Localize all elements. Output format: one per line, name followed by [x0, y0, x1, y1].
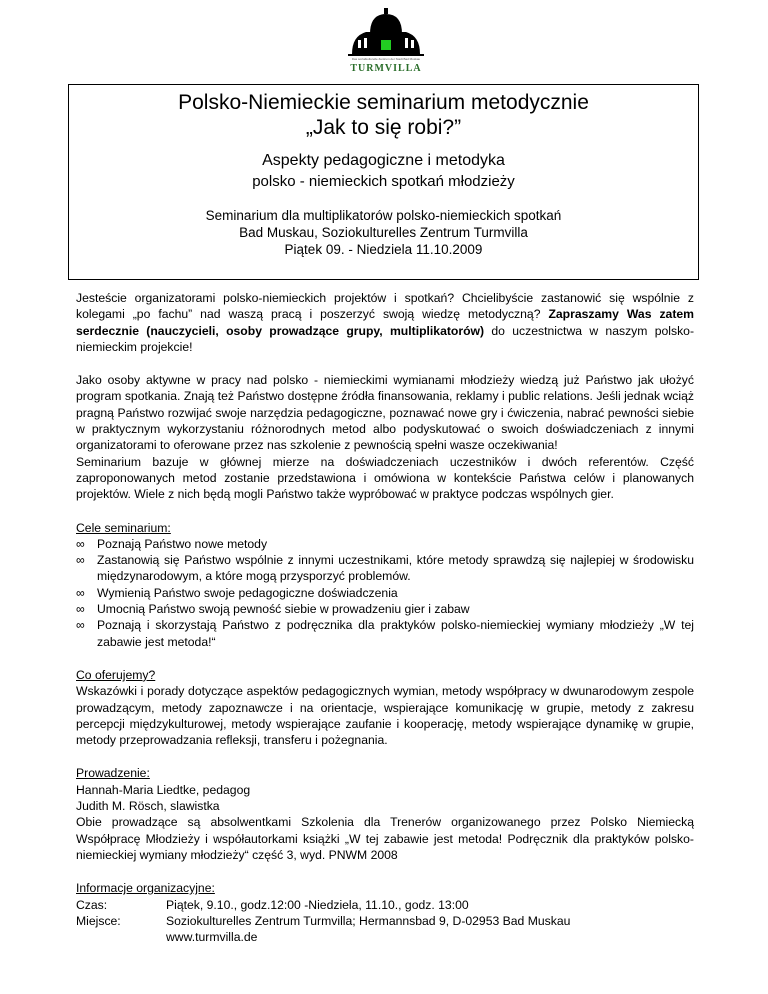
info-time-label: Czas: — [76, 897, 108, 912]
info-heading: Informacje organizacyjne: — [76, 881, 215, 896]
seminar-line-2: Bad Muskau, Soziokulturelles Zentrum Turmvilla — [239, 225, 528, 240]
info-time-row — [76, 897, 694, 913]
bullet-icon: ∞ — [76, 618, 85, 633]
logo-name: TURMVILLA — [350, 63, 422, 74]
turmvilla-building-icon — [344, 4, 428, 58]
leader-1: Hannah-Maria Liedtke, pedagog — [76, 782, 251, 797]
turmvilla-logo — [344, 4, 428, 76]
bullet-icon: ∞ — [76, 553, 85, 568]
bullet-icon: ∞ — [76, 602, 85, 617]
document-body — [76, 290, 694, 945]
goal-item: ∞ Poznają Państwo nowe metody — [76, 536, 268, 551]
page-title: Polsko-Niemieckie seminarium metodycznie — [178, 91, 589, 114]
intro-emphasis: Zapraszamy Was zatem serdecznie (nauczycieli, osoby prowadzące grupy, multiplikatorów) — [76, 307, 694, 338]
intro-text-before: Jesteście organizatorami polsko-niemieckich projektów i spotkań? Chcielibyście zastanowić się wspólnie z kolegami „po fachu” nad waszą pracą i poszerzyć swoją wiedzę metodyczną? — [76, 291, 694, 322]
header-box — [68, 84, 699, 280]
leaders-text: Obie prowadzące są absolwentkami Szkolenia dla Trenerów organizowanego przez Polsko Niemiecką Współpracę Młodzieży i współautorkami książki „W tej zabawie jest metoda! Podręcznik dla praktyków polsko-niemieckiej wymiany młodzieży“ część 3, wyd. PNWM 2008 — [76, 815, 694, 862]
logo-tagline: Das sozialkulturelle Zentrum der Stadt Bad Muskau — [351, 57, 421, 61]
offer-heading: Co oferujemy? — [76, 667, 156, 682]
leader-2: Judith M. Rösch, slawistka — [76, 799, 220, 814]
info-place-value: Soziokulturelles Zentrum Turmvilla; Hermannsbad 9, D-02953 Bad Muskau — [166, 913, 571, 928]
info-time-value: Piątek, 9.10., godz.12:00 -Niedziela, 11.10., godz. 13:00 — [166, 897, 469, 912]
seminar-dates: Piątek 09. - Niedziela 11.10.2009 — [284, 242, 483, 257]
goal-item: ∞ Umocnią Państwo swoją pewność siebie w prowadzeniu gier i zabaw — [76, 602, 470, 617]
goal-item: ∞ Zastanowią się Państwo wspólnie z innymi uczestnikami, które metody sprawdzą się najlepiej w środowisku międzynarodowym, a które mogą przysporzyć problemów. — [76, 553, 694, 584]
intro-text-after: do uczestnictwa w naszym polsko-niemieckim projekcie! — [76, 323, 694, 354]
bullet-icon: ∞ — [76, 536, 85, 551]
info-place-row — [76, 913, 694, 929]
offer-text: Wskazówki i porady dotyczące aspektów pedagogicznych wymian, metody współpracy w dwunarodowym zespole prowadzącym, metody zapoznawcze i na orientacje, wspierające komunikację w grupie, metody z zakresu percepcji międzykulturowej, metody wspierające zaufanie i kooperację, metody wspierające dynamikę w grupie, metody przeprowadzania refleksji, transferu i pożegnania. — [76, 684, 694, 748]
leaders-heading: Prowadzenie: — [76, 766, 150, 781]
goals-list — [76, 536, 694, 650]
goal-item: ∞ Wymienią Państwo swoje pedagogiczne doświadczenia — [76, 585, 398, 600]
info-website-row — [76, 929, 694, 945]
seminar-line-1: Seminarium dla multiplikatorów polsko-niemieckich spotkań — [205, 208, 562, 223]
info-place-label: Miejsce: — [76, 913, 121, 928]
aspect-line-1: Aspekty pedagogiczne i metodyka — [262, 152, 505, 169]
intro-paragraph — [76, 290, 694, 355]
website-link[interactable]: www.turmvilla.de — [166, 930, 258, 945]
goals-heading: Cele seminarium: — [76, 520, 171, 535]
paragraph-basis: Seminarium bazuje w głównej mierze na doświadczeniach uczestników i dwóch referentów. Część zaproponowanych metod zostanie przedstawiona i omówiona w kontekście Państwa celów i planowanych projektów. Wiele z nich będą mogli Państwo także wypróbować w praktyce podczas wspólnych gier. — [76, 454, 694, 502]
page-subtitle: „Jak to się robi?” — [305, 116, 462, 139]
bullet-icon: ∞ — [76, 585, 85, 600]
paragraph-experience: Jako osoby aktywne w pracy nad polsko - niemieckimi wymianami młodzieży wiedzą już Państwo jak ułożyć program spotkania. Znają też Państwo dostępne źródła finansowania, reklamy i public relations. Jeśli jednak wciąż pragną Państwo rozwijać swoje narzędzia pedagogiczne, poznawać nowe gry i ćwiczenia, nabrać pewności siebie w praktycznym wykorzystaniu różnorodnych metod albo podyskutować o swoich doświadczeniach z innymi organizatorami to oferowane przez nas szkolenie z pewnością spełni wasze oczekiwania! — [76, 373, 694, 453]
goal-item: ∞ Poznają i skorzystają Państwo z podręcznika dla praktyków polsko-niemieckiej wymiany młodzieży „W tej zabawie jest metoda!“ — [76, 618, 694, 649]
aspect-line-2: polsko - niemieckich spotkań młodzieży — [252, 173, 515, 190]
